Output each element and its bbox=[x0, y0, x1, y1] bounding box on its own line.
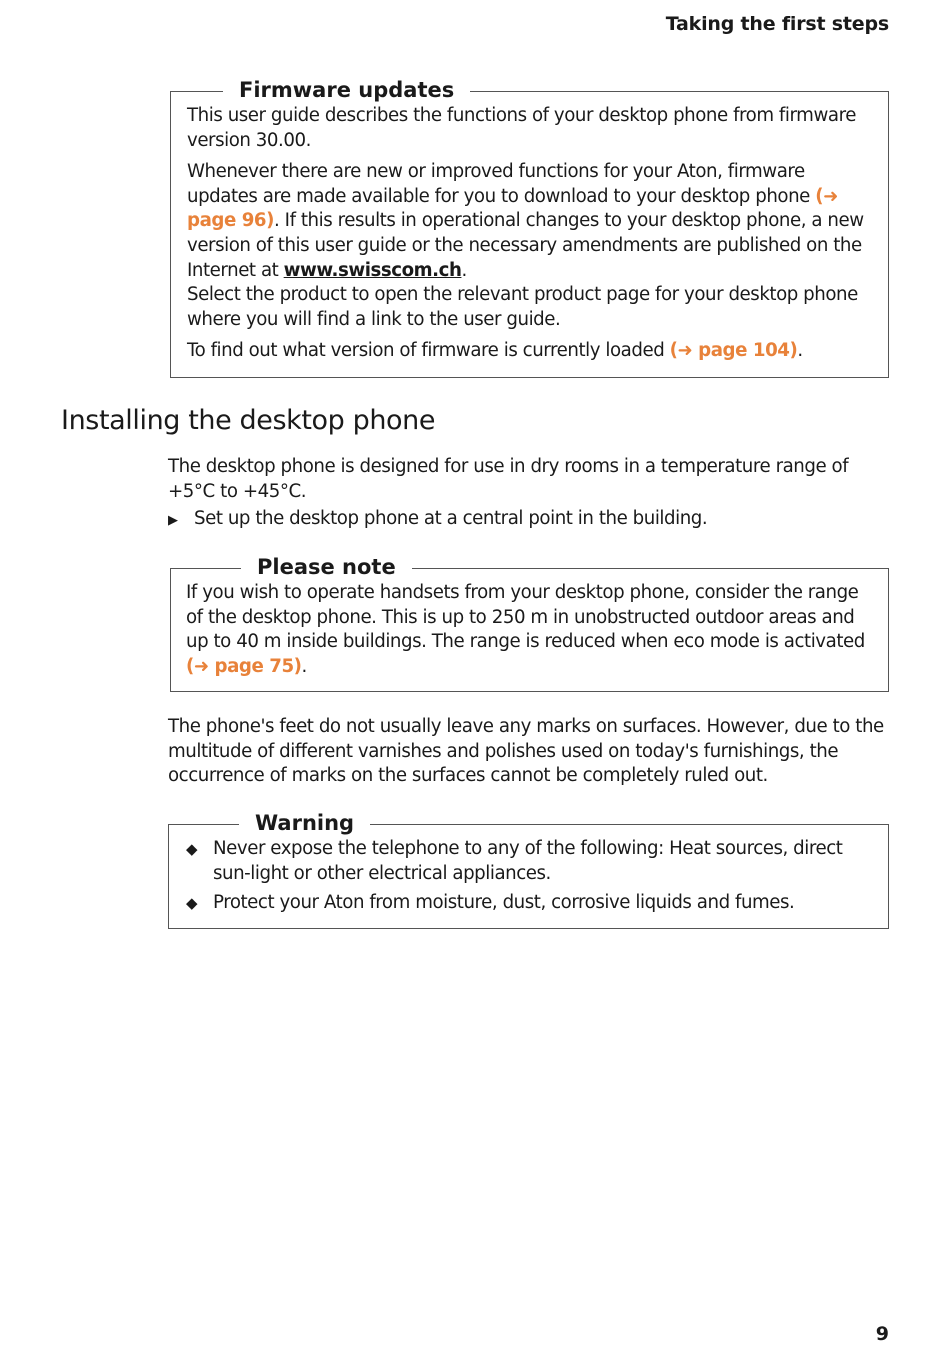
firmware-updates-title: Firmware updates bbox=[223, 77, 470, 103]
feet-paragraph: The phone's feet do not usually leave any marks on surfaces. However, due to the multitude of different varnishes and polishes used on today's furnishings, the occurrence of marks on the surfaces cannot be completely ruled out. bbox=[168, 716, 884, 787]
please-note-text: If you wish to operate handsets from your desktop phone, consider the range of the desktop phone. This is up to 250 m in unobstructed outdoor areas and up to 40 m inside buildings. The range is reduced when eco mode is activated (➜ page 75). bbox=[186, 582, 865, 677]
firmware-paragraph-1: This user guide describes the functions of your desktop phone from firmware version 30.00. bbox=[187, 105, 856, 151]
page-104-link[interactable]: (➜ page 104) bbox=[669, 340, 798, 362]
warning-title: Warning bbox=[239, 810, 370, 836]
firmware-paragraph-4: To find out what version of firmware is currently loaded (➜ page 104). bbox=[187, 340, 803, 362]
install-intro: The desktop phone is designed for use in dry rooms in a temperature range of +5°C to +45°C. bbox=[168, 456, 849, 502]
swisscom-link[interactable]: www.swisscom.ch bbox=[283, 259, 462, 281]
list-item: ◆ Protect your Aton from moisture, dust, corrosive liquids and fumes. bbox=[186, 891, 874, 916]
firmware-paragraph-2: Whenever there are new or improved functions for your Aton, firmware updates are made available for you to download to your desktop phone (➜ page 96). If this results in operational changes to your desktop phone, a new version of this user guide or the necessary amendments are published on the Internet at www.swisscom.ch. bbox=[187, 161, 864, 281]
page-number: 9 bbox=[875, 1323, 889, 1345]
setup-step-text: Set up the desktop phone at a central point in the building. bbox=[194, 508, 708, 529]
page-75-link[interactable]: (➜ page 75) bbox=[186, 655, 302, 677]
diamond-bullet-icon: ◆ bbox=[186, 840, 198, 858]
section-heading: Installing the desktop phone bbox=[61, 405, 436, 436]
firmware-updates-box bbox=[170, 78, 889, 378]
diamond-bullet-icon: ◆ bbox=[186, 894, 198, 913]
warning-box bbox=[168, 811, 889, 929]
please-note-box bbox=[170, 555, 889, 692]
please-note-title: Please note bbox=[241, 554, 412, 580]
page-header-title: Taking the first steps bbox=[665, 13, 889, 35]
list-item: ◆ Never expose the telephone to any of the following: Heat sources, direct sun-light or other electrical appliances. bbox=[186, 838, 843, 884]
triangle-right-icon: ▶ bbox=[168, 513, 178, 528]
page-96-link[interactable]: (➜ page 96) bbox=[187, 185, 838, 232]
warning-list bbox=[186, 837, 874, 916]
firmware-paragraph-3: Select the product to open the relevant product page for your desktop phone where you will find a link to the user guide. bbox=[187, 284, 858, 330]
setup-step bbox=[168, 508, 707, 529]
